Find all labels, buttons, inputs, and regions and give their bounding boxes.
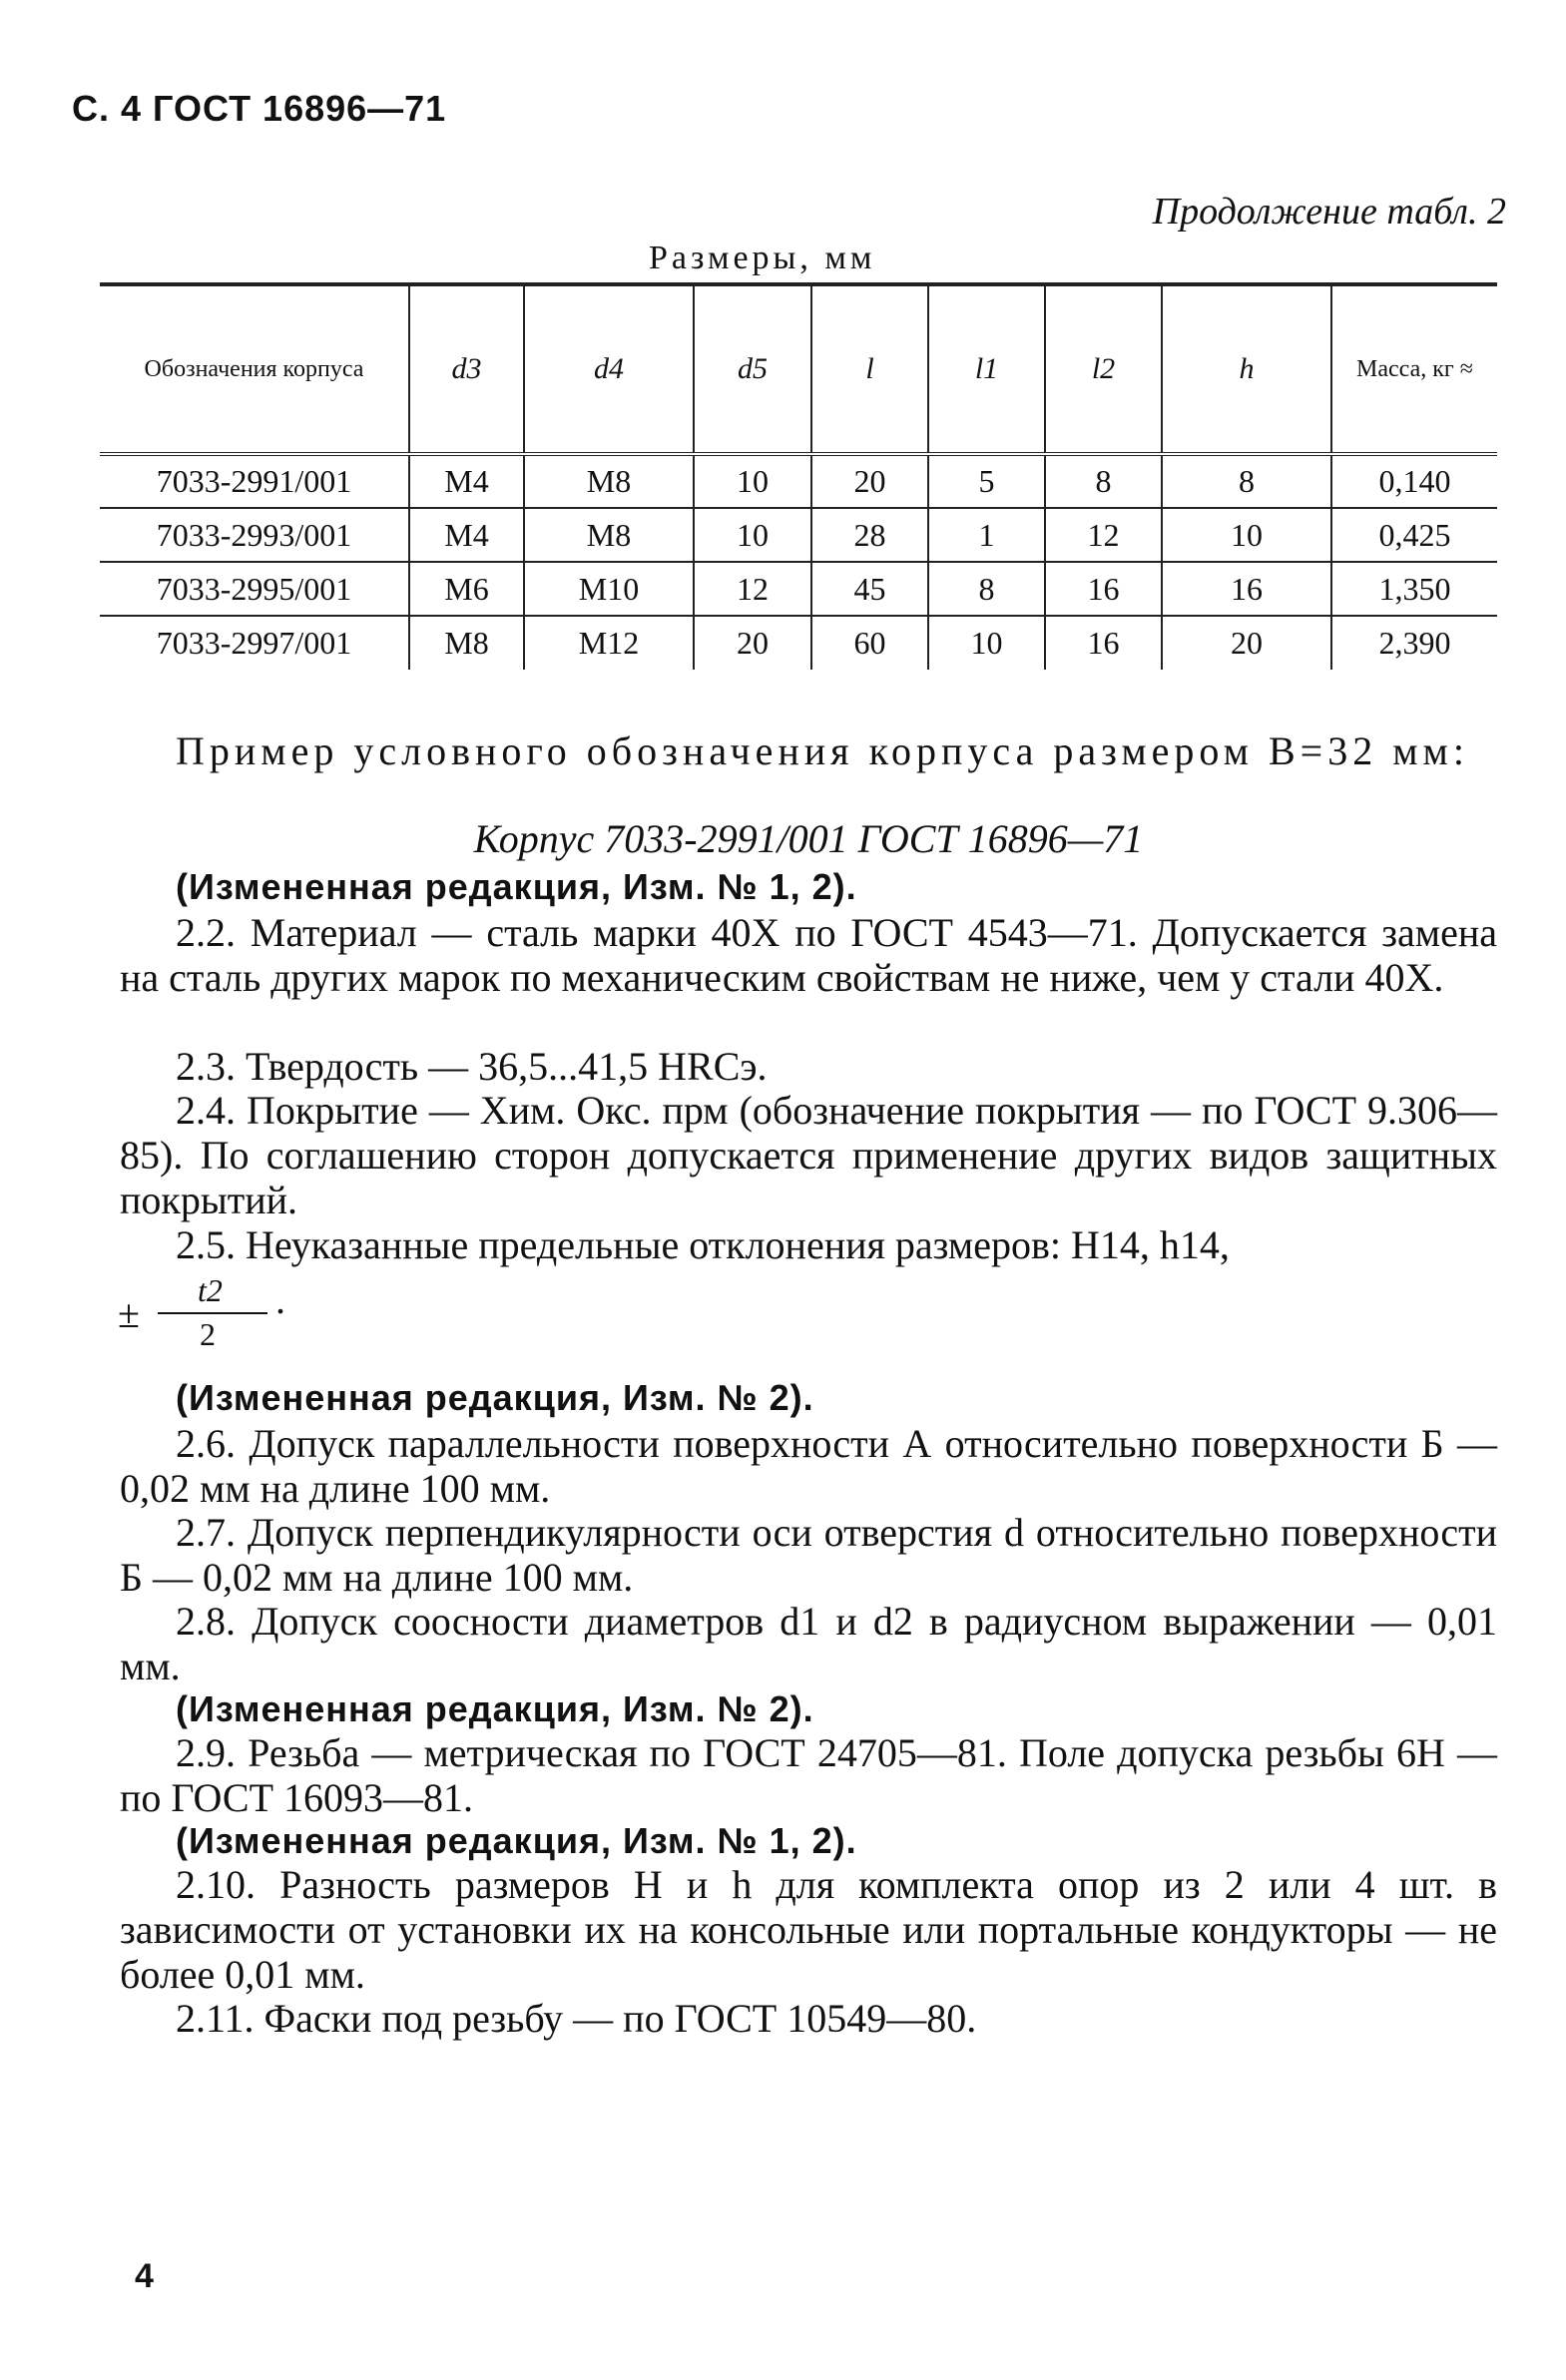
paragraph-2-8: 2.8. Допуск соосности диаметров d1 и d2 в радиусном выражении — 0,01 мм. <box>120 1599 1497 1688</box>
example-paragraph: Пример условного обозначения корпуса размером B=32 мм: <box>176 728 1469 773</box>
table-row <box>100 508 1497 562</box>
cell-d4: М8 <box>524 508 694 562</box>
cell-d4: М12 <box>524 616 694 670</box>
cell-l2: 16 <box>1045 616 1162 670</box>
cell-l: 20 <box>811 454 928 508</box>
cell-l2: 8 <box>1045 454 1162 508</box>
table-row <box>100 454 1497 508</box>
col-header-designation: Обозначения корпуса <box>100 284 409 454</box>
cell-mass: 1,350 <box>1331 562 1497 616</box>
page-number: 4 <box>135 2257 154 2295</box>
plus-minus-sign: ± <box>118 1291 140 1336</box>
example-designation: Корпус 7033-2991/001 ГОСТ 16896—71 <box>473 816 1144 861</box>
change-note: (Измененная редакция, Изм. № 2). <box>176 1377 814 1418</box>
table-header-row <box>100 284 1497 454</box>
fraction-denominator: 2 <box>200 1316 216 1352</box>
cell-d4: М8 <box>524 454 694 508</box>
page-header: С. 4 ГОСТ 16896—71 <box>72 88 447 129</box>
paragraph-2-4: 2.4. Покрытие — Хим. Окс. прм (обозначение покрытия — по ГОСТ 9.306—85). По соглашению сторон допускается применение других видов защитных покрытий. <box>120 1088 1497 1222</box>
cell-mass: 0,425 <box>1331 508 1497 562</box>
col-header-l: l <box>811 284 928 454</box>
fraction-numerator: t2 <box>198 1272 223 1308</box>
paragraph-2-10: 2.10. Разность размеров H и h для комплекта опор из 2 или 4 шт. в зависимости от установки их на консольные или портальные кондукторы — не более 0,01 мм. <box>120 1862 1497 1997</box>
cell-h: 20 <box>1162 616 1331 670</box>
cell-l1: 5 <box>928 454 1045 508</box>
cell-h: 10 <box>1162 508 1331 562</box>
dimensions-table <box>100 282 1497 670</box>
table-row <box>100 616 1497 670</box>
paragraph-2-6: 2.6. Допуск параллельности поверхности А относительно поверхности Б — 0,02 мм на длине 100 мм. <box>120 1421 1497 1511</box>
table-row <box>100 562 1497 616</box>
cell-d3: М4 <box>409 454 524 508</box>
cell-designation: 7033-2991/001 <box>100 454 409 508</box>
cell-mass: 2,390 <box>1331 616 1497 670</box>
paragraph-2-11: 2.11. Фаски под резьбу — по ГОСТ 10549—80. <box>176 1996 977 2041</box>
cell-mass: 0,140 <box>1331 454 1497 508</box>
cell-d3: М4 <box>409 508 524 562</box>
cell-designation: 7033-2993/001 <box>100 508 409 562</box>
cell-l1: 1 <box>928 508 1045 562</box>
cell-d4: М10 <box>524 562 694 616</box>
cell-l: 45 <box>811 562 928 616</box>
cell-d5: 10 <box>694 508 811 562</box>
cell-d5: 12 <box>694 562 811 616</box>
col-header-d3: d3 <box>409 284 524 454</box>
table-continuation-label: Продолжение табл. 2 <box>1152 191 1506 233</box>
paragraph-2-5: 2.5. Неуказанные предельные отклонения размеров: H14, h14, <box>176 1222 1230 1267</box>
cell-l2: 12 <box>1045 508 1162 562</box>
table-units-caption: Размеры, мм <box>649 239 876 276</box>
cell-h: 8 <box>1162 454 1331 508</box>
change-note: (Измененная редакция, Изм. № 1, 2). <box>176 1820 857 1861</box>
cell-designation: 7033-2997/001 <box>156 625 352 661</box>
cell-d3: М6 <box>409 562 524 616</box>
cell-d5: 20 <box>694 616 811 670</box>
col-header-d4: d4 <box>524 284 694 454</box>
fraction-period: . <box>275 1277 285 1322</box>
col-header-l1: l1 <box>928 284 1045 454</box>
paragraph-2-9: 2.9. Резьба — метрическая по ГОСТ 24705—81. Поле допуска резьбы 6Н — по ГОСТ 16093—81. <box>120 1730 1497 1820</box>
fraction-bar <box>158 1312 267 1314</box>
col-header-d5: d5 <box>694 284 811 454</box>
cell-l1: 8 <box>928 562 1045 616</box>
cell-d5: 10 <box>694 454 811 508</box>
cell-l1: 10 <box>928 616 1045 670</box>
cell-l: 28 <box>811 508 928 562</box>
paragraph-2-7: 2.7. Допуск перпендикулярности оси отверстия d относительно поверхности Б — 0,02 мм на длине 100 мм. <box>120 1510 1497 1600</box>
change-note: (Измененная редакция, Изм. № 1, 2). <box>176 866 857 907</box>
col-header-mass: Масса, кг ≈ <box>1331 284 1497 454</box>
cell-designation: 7033-2995/001 <box>100 562 409 616</box>
cell-h: 16 <box>1162 562 1331 616</box>
change-note: (Измененная редакция, Изм. № 2). <box>176 1688 814 1729</box>
cell-d3: М8 <box>409 616 524 670</box>
col-header-l2: l2 <box>1045 284 1162 454</box>
col-header-h: h <box>1162 284 1331 454</box>
cell-l: 60 <box>811 616 928 670</box>
paragraph-2-2: 2.2. Материал — сталь марки 40Х по ГОСТ 4543—71. Допускается замена на сталь других марок по механическим свойствам не ниже, чем у стали 40Х. <box>120 910 1497 1000</box>
paragraph-2-3: 2.3. Твердость — 36,5...41,5 HRCэ. <box>176 1044 768 1089</box>
cell-l2: 16 <box>1045 562 1162 616</box>
